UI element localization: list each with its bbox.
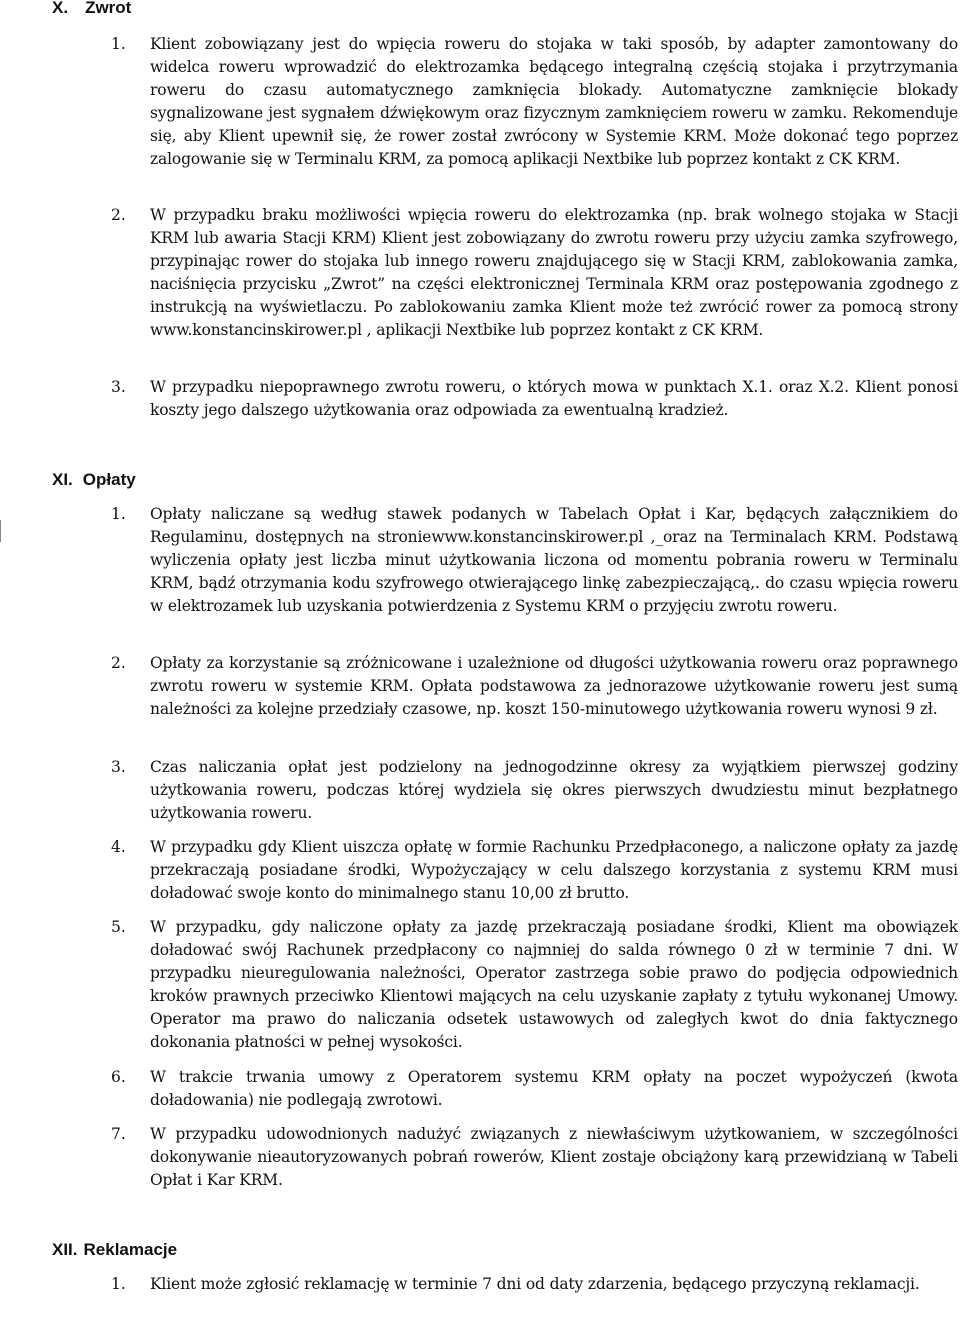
item-number: 2. <box>111 206 126 224</box>
item-number: 3. <box>111 758 126 776</box>
item-text: Czas naliczania opłat jest podzielony na jednogodzinne okresy za wyjątkiem pierwszej godziny użytkowania roweru, podczas której wydziela się okres pierwszych dwudziestu minut bezpłatnego użytkowania roweru. <box>150 758 958 822</box>
text-cursor-mark <box>0 520 1 542</box>
item-text: W przypadku niepoprawnego zwrotu roweru, o których mowa w punktach X.1. oraz X.2. Klient ponosi koszty jego dalszego użytkowania oraz odpowiada za ewentualną kradzież. <box>150 378 958 419</box>
section-heading <box>52 1240 177 1260</box>
item-text: Klient może zgłosić reklamację w terminie 7 dni od daty zdarzenia, będącego przyczyną reklamacji. <box>150 1275 920 1293</box>
section-number: XII. <box>52 1240 78 1259</box>
section-number: XI. <box>52 470 73 489</box>
item-text: W przypadku udowodnionych nadużyć związanych z niewłaściwym użytkowaniem, w szczególności dokonywanie nieautoryzowanych pobrań rowerów, Klient zostaje obciążony karą przewidzianą w Tabeli Opłat i Kar KRM. <box>150 1125 958 1189</box>
item-text: Opłaty naliczane są według stawek podanych w Tabelach Opłat i Kar, będących załącznikiem do Regulaminu, dostępnych na stroniewww.konstancinskirower.pl ,_oraz na Terminalach KRM. Podstawą wyliczenia opłaty jest liczba minut użytkowania liczona od momentu pobrania roweru w Terminalu KRM, bądź otrzymania kodu szyfrowego otwierającego linkę zabezpieczającą,. do czasu wpięcia roweru w elektrozamek lub uzyskania potwierdzenia z Systemu KRM o przyjęciu zwrotu roweru. <box>150 505 958 615</box>
section-number: X. <box>52 0 69 17</box>
item-number: 3. <box>111 378 126 396</box>
item-text: Klient zobowiązany jest do wpięcia roweru do stojaka w taki sposób, by adapter zamontowany do widelca roweru wprowadzić do elektrozamka będącego integralną częścią stojaka i przytrzymania roweru do czasu automatycznego zamknięcia blokady. Automatyczne zamknięcie blokady sygnalizowane jest sygnałem dźwiękowym oraz fizycznym zamknięciem roweru w zamku. Rekomenduje się, aby Klient upewnił się, że rower został zwrócony w Systemie KRM. Może dokonać tego poprzez zalogowanie się w Terminalu KRM, za pomocą aplikacji Nextbike lub poprzez kontakt z CK KRM. <box>150 35 958 168</box>
section-title: Reklamacje <box>83 1240 178 1259</box>
item-number: 6. <box>111 1068 126 1086</box>
item-text: W przypadku, gdy naliczone opłaty za jazdę przekraczają posiadane środki, Klient ma obowiązek doładować swój Rachunek przedpłacony co najmniej do salda równego 0 zł w terminie 7 dni. W przypadku nieuregulowania należności, Operator zastrzega sobie prawo do podjęcia odpowiednich kroków prawnych przeciwko Klientowi mających na celu uzyskanie zapłaty z tytułu wykonanej Umowy. Operator ma prawo do naliczania odsetek ustawowych od zaległych kwot do dnia faktycznego dokonania płatności w pełnej wysokości. <box>150 918 958 1051</box>
item-text: Opłaty za korzystanie są zróżnicowane i uzależnione od długości użytkowania roweru oraz poprawnego zwrotu roweru w systemie KRM. Opłata podstawowa za jednorazowe użytkowanie roweru jest sumą należności za kolejne przedziały czasowe, np. koszt 150-minutowego użytkowania roweru wynosi 9 zł. <box>150 654 958 718</box>
item-number: 1. <box>111 35 126 53</box>
item-number: 4. <box>111 838 126 856</box>
section-heading <box>52 470 136 490</box>
item-number: 7. <box>111 1125 126 1143</box>
item-number: 2. <box>111 654 126 672</box>
section-title: Zwrot <box>85 0 132 17</box>
item-text: W przypadku braku możliwości wpięcia roweru do elektrozamka (np. brak wolnego stojaka w Stacji KRM lub awaria Stacji KRM) Klient jest zobowiązany do zwrotu roweru przy użyciu zamka szyfrowego, przypinając rower do stojaka lub innego roweru znajdującego się w Stacji KRM, zablokowania zamka, naciśnięcia przycisku „Zwrot” na części elektronicznej Terminala KRM oraz postępowania zgodnego z instrukcją na wyświetlaczu. Po zablokowaniu zamka Klient może też zwrócić rower za pomocą strony www.konstancinskirower.pl , aplikacji Nextbike lub poprzez kontakt z CK KRM. <box>150 206 958 339</box>
section-heading <box>52 0 131 18</box>
item-text: W trakcie trwania umowy z Operatorem systemu KRM opłaty na poczet wypożyczeń (kwota doładowania) nie podlegają zwrotowi. <box>150 1068 958 1109</box>
item-number: 1. <box>111 505 126 523</box>
section-title: Opłaty <box>82 470 136 489</box>
item-text: W przypadku gdy Klient uiszcza opłatę w formie Rachunku Przedpłaconego, a naliczone opłaty za jazdę przekraczają posiadane środki, Wypożyczający w celu dalszego korzystania z systemu KRM musi doładować swoje konto do minimalnego stanu 10,00 zł brutto. <box>150 838 958 902</box>
item-number: 1. <box>111 1275 126 1293</box>
item-number: 5. <box>111 918 126 936</box>
